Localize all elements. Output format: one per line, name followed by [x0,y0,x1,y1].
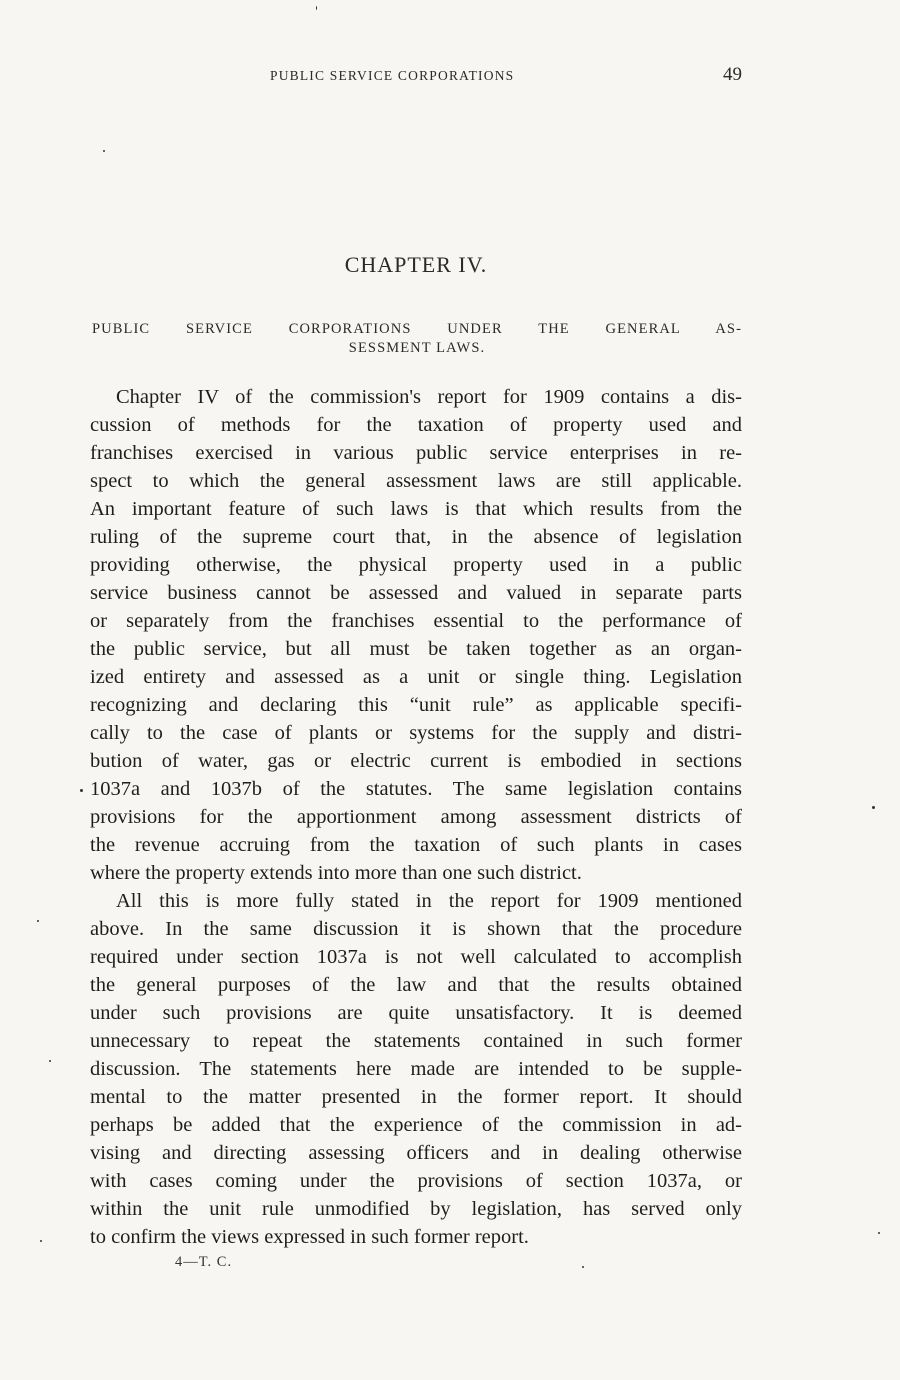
paragraph-line: spect to which the general assessment laws are still applicable. [90,470,742,492]
paragraph-line: required under section 1037a is not well calculated to accomplish [90,946,742,968]
paragraph-line: All this is more fully stated in the report for 1909 mentioned [116,890,742,912]
paragraph-line: where the property extends into more than one such district. [90,862,582,884]
paragraph-line: provisions for the apportionment among assessment districts of [90,806,742,828]
paragraph-line: providing otherwise, the physical property used in a public [90,554,742,576]
page-number: 49 [723,64,742,85]
print-speck [878,1232,880,1234]
section-title-line-2: SESSMENT LAWS. [348,340,486,356]
paragraph-line: recognizing and declaring this “unit rule” as applicable specifi- [90,694,742,716]
paragraph-line: above. In the same discussion it is shown that the procedure [90,918,742,940]
running-header [90,66,742,90]
paragraph-line: perhaps be added that the experience of the commission in ad- [90,1114,742,1136]
paragraph-line: ruling of the supreme court that, in the absence of legislation [90,526,742,548]
paragraph-line: unnecessary to repeat the statements contained in such former [90,1030,742,1052]
paragraph-line: under such provisions are quite unsatisfactory. It is deemed [90,1002,742,1024]
paragraph-1 [90,383,742,887]
paragraph-line: cussion of methods for the taxation of property used and [90,414,742,436]
signature-mark: 4—T. C. [175,1254,233,1270]
section-title [92,320,742,358]
paragraph-line: Chapter IV of the commission's report for 1909 contains a dis- [116,386,742,408]
running-title: PUBLIC SERVICE CORPORATIONS [270,68,515,83]
print-speck [37,920,39,922]
paragraph-line: franchises exercised in various public service enterprises in re- [90,442,742,464]
chapter-title: CHAPTER IV. [344,252,488,277]
paragraph-line: to confirm the views expressed in such former report. [90,1226,529,1248]
paragraph-line: the general purposes of the law and that the results obtained [90,974,742,996]
paragraph-line: bution of water, gas or electric current is embodied in sections [90,750,742,772]
print-speck [103,150,105,152]
section-title-line-1: PUBLIC SERVICE CORPORATIONS UNDER THE GENERAL AS- [92,321,742,337]
paragraph-line: 1037a and 1037b of the statutes. The same legislation contains [90,778,742,800]
print-speck [49,1060,51,1062]
paragraph-line: service business cannot be assessed and valued in separate parts [90,582,742,604]
paragraph-line: vising and directing assessing officers and in dealing otherwise [90,1142,742,1164]
paragraph-line: ized entirety and assessed as a unit or single thing. Legislation [90,666,742,688]
paragraph-line: discussion. The statements here made are intended to be supple- [90,1058,742,1080]
paragraph-line: cally to the case of plants or systems for the supply and distri- [90,722,742,744]
paragraph-line: mental to the matter presented in the former report. It should [90,1086,742,1108]
paragraph-2 [90,887,742,1251]
body-text [90,383,742,1251]
paragraph-line: or separately from the franchises essential to the performance of [90,610,742,632]
paragraph-line: the revenue accruing from the taxation of such plants in cases [90,834,742,856]
print-speck [40,1240,42,1242]
paragraph-line: An important feature of such laws is that which results from the [90,498,742,520]
print-speck [316,6,317,10]
paragraph-line: with cases coming under the provisions of section 1037a, or [90,1170,742,1192]
print-speck [80,789,83,792]
print-speck [872,806,875,809]
paragraph-line: the public service, but all must be taken together as an organ- [90,638,742,660]
print-speck [582,1266,584,1268]
paragraph-line: within the unit rule unmodified by legislation, has served only [90,1198,742,1220]
